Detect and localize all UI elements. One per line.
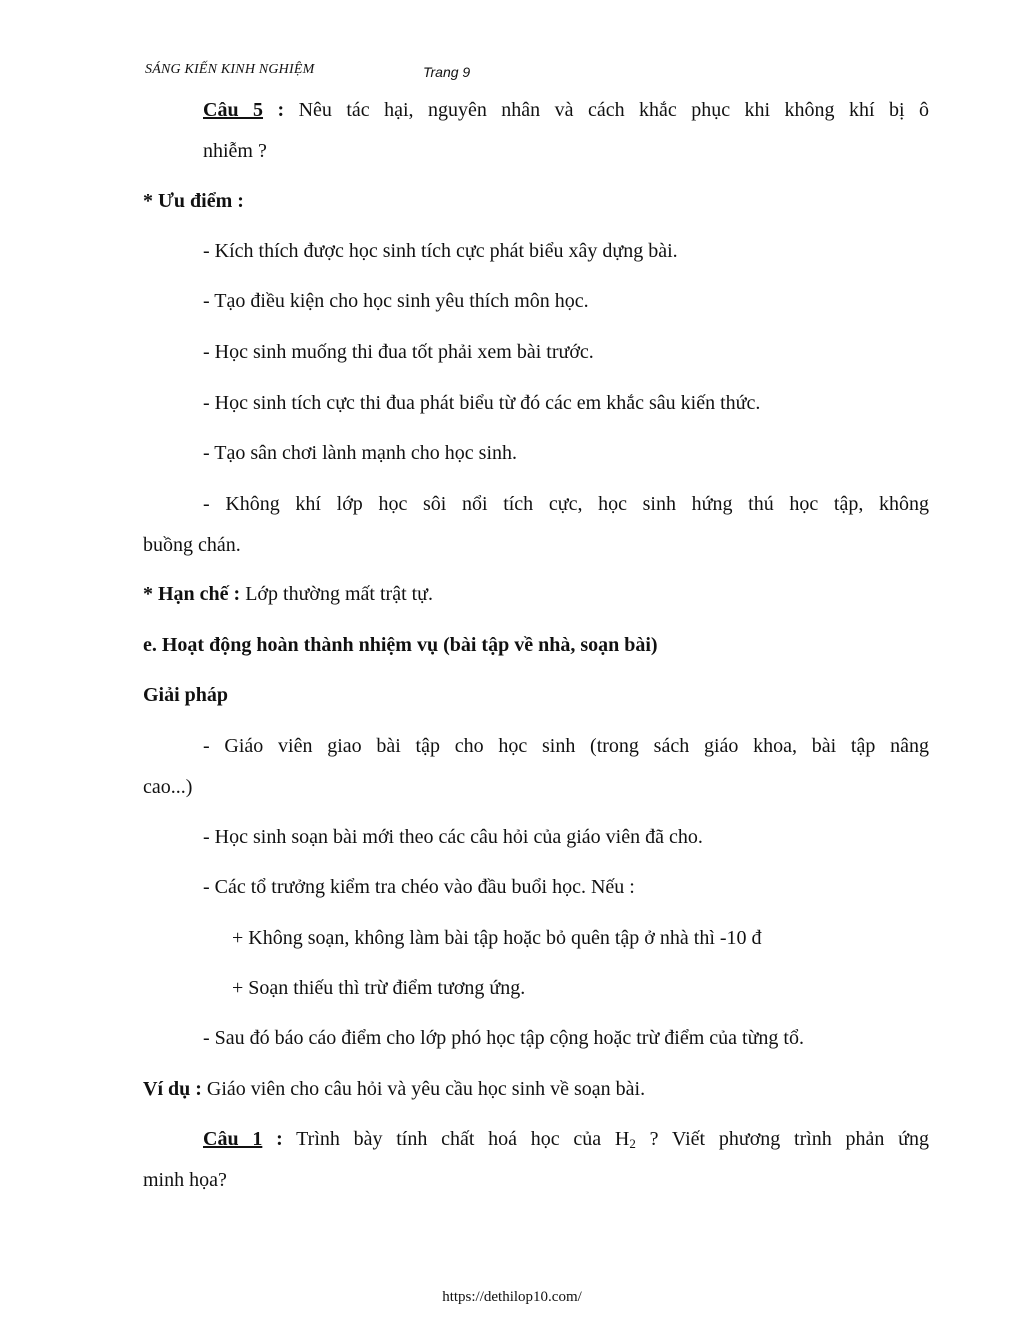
solution-item-4: - Sau đó báo cáo điểm cho lớp phó học tập cộng hoặc trừ điểm của từng tổ. [203,1027,804,1049]
example-line [143,1076,645,1102]
question-5-line-2: nhiễm ? [203,140,267,162]
example-label: Ví dụ : [143,1078,202,1100]
solution-item-1-line-1: - Giáo viên giao bài tập cho học sinh (trong sách giáo khoa, bài tập nâng [203,735,929,757]
advantage-item: - Tạo sân chơi lành mạnh cho học sinh. [203,442,518,464]
solution-subitem-1: + Không soạn, không làm bài tập hoặc bỏ quên tập ở nhà thì -10 đ [232,927,762,949]
question-5-text: Nêu tác hại, nguyên nhân và cách khắc phục khi không khí bị ô [298,99,929,121]
solution-subitem-2: + Soạn thiếu thì trừ điểm tương ứng. [232,977,526,999]
solution-heading: Giải pháp [143,684,229,706]
footer-url: https://dethilop10.com/ [442,1289,582,1305]
question-5-line-1: Câu 5 : Nêu tác hại, nguyên nhân và cách khắc phục khi không khí bị ô [203,99,929,121]
question-1-text: Trình bày tính chất hoá học của $H_2$ ? Viết phương trình phản ứng [296,1128,930,1151]
advantage-item-last-line-2: buồng chán. [143,534,241,556]
question-1-line-2: minh họa? [143,1169,227,1191]
section-e-heading: e. Hoạt động hoàn thành nhiệm vụ (bài tập về nhà, soạn bài) [143,634,658,656]
advantage-item-last-line-1: - Không khí lớp học sôi nổi tích cực, học sinh hứng thú học tập, không [203,493,929,515]
advantages-heading: * Ưu điểm : [143,190,244,212]
solution-item-3: - Các tổ trưởng kiểm tra chéo vào đầu buổi học. Nếu : [203,876,635,898]
header-title: SÁNG KIẾN KINH NGHIỆM [145,62,315,77]
advantage-item: - Học sinh tích cực thi đua phát biểu từ đó các em khắc sâu kiến thức. [203,392,761,414]
limitation-label: * Hạn chế : [143,583,241,605]
question-5-label: Câu 5 [203,99,264,121]
page-number: Trang 9 [423,64,471,80]
subscript-2: 2 [629,1136,636,1151]
limitation-line [143,581,433,607]
advantage-item: - Kích thích được học sinh tích cực phát biểu xây dựng bài. [203,240,678,262]
limitation-text: Lớp thường mất trật tự. [240,583,434,605]
advantage-item: - Tạo điều kiện cho học sinh yêu thích môn học. [203,290,589,312]
question-1-line-1: Câu 1 : Trình bày tính chất hoá học của $H_2$ ? Viết phương trình phản ứng [203,1128,930,1151]
example-text: Giáo viên cho câu hỏi và yêu cầu học sinh về soạn bài. [201,1078,646,1100]
solution-item-1-line-2: cao...) [143,776,193,798]
solution-item-2: - Học sinh soạn bài mới theo các câu hỏi của giáo viên đã cho. [203,826,703,848]
advantage-item: - Học sinh muống thi đua tốt phải xem bài trước. [203,341,594,363]
question-1-label: Câu 1 [203,1128,263,1150]
